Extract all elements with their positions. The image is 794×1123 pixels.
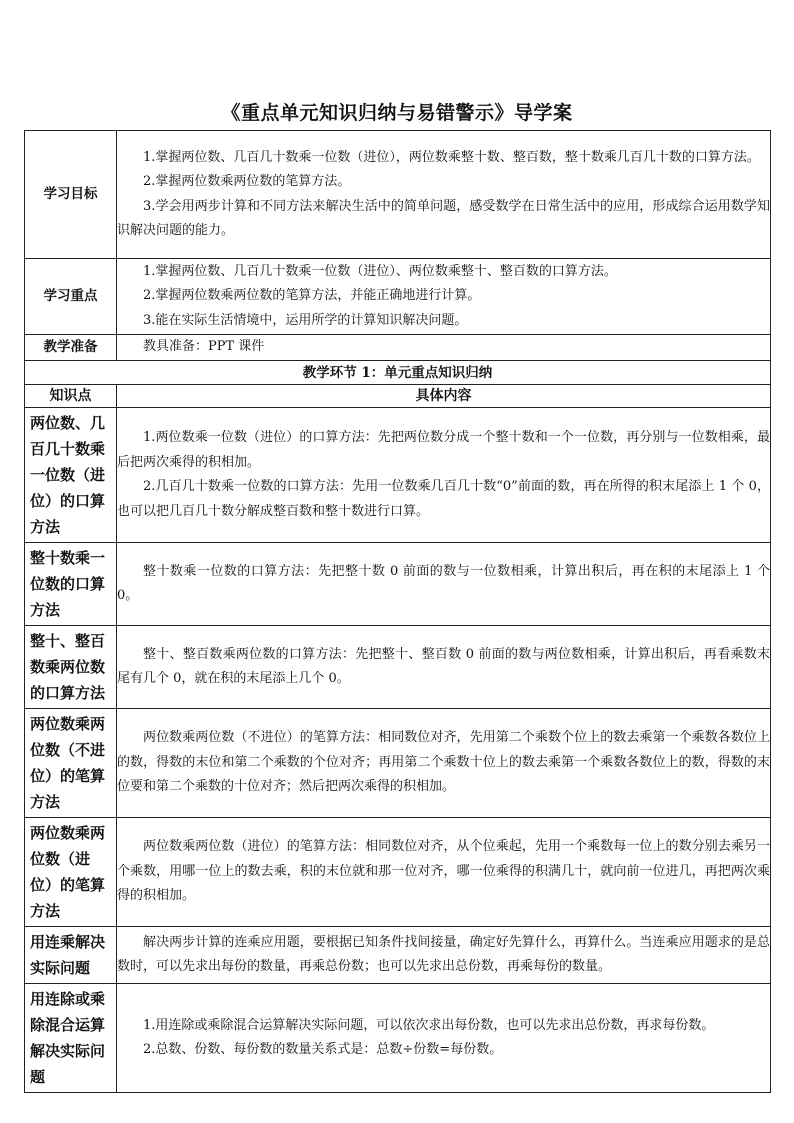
knowledge-row-3 [25, 626, 771, 709]
knowledge-3-para-1: 整十、整百数乘两位数的口算方法：先把整十、整百数 0 前面的数与两位数相乘，计算出积后，再看乘数末尾有几个 0，就在积的末尾添上几个 0。 [117, 646, 770, 686]
column-header-content: 具体内容 [117, 385, 771, 408]
knowledge-row-1 [25, 408, 771, 543]
knowledge-label-6: 用连乘解决实际问题 [25, 927, 117, 984]
knowledge-row-4 [25, 709, 771, 818]
header-row [25, 385, 771, 408]
row-label-goals: 学习目标 [25, 131, 117, 259]
knowledge-content-5 [117, 818, 771, 927]
knowledge-content-7 [117, 984, 771, 1093]
table-row-goals [25, 131, 771, 259]
knowledge-4-para-1: 两位数乘两位数（不进位）的笔算方法：相同数位对齐，先用第二个乘数个位上的数去乘第一个乘数各数位上的数，得数的末位和第二个乘数的个位对齐；再用第二个乘数十位上的数去乘第一个乘数各数位上的数，得数的末位要和第二个乘数的十位对齐；然后把两次乘得的积相加。 [117, 730, 770, 795]
table-row-prep [25, 335, 771, 361]
knowledge-5-para-1: 两位数乘两位数（进位）的笔算方法：相同数位对齐，从个位乘起，先用一个乘数每一位上的数分别去乘另一个乘数，用哪一位上的数去乘，积的末位就和那一位对齐，哪一位乘得的积满几十，就向前一位进几，再把两次乘得的积相加。 [117, 839, 770, 904]
knowledge-label-4: 两位数乘两位数（不进位）的笔算方法 [25, 709, 117, 818]
knowledge-2-para-1: 整十数乘一位数的口算方法：先把整十数 0 前面的数与一位数相乘，计算出积后，再在积的末尾添上 1 个 0。 [117, 563, 770, 603]
knowledge-1-para-2: 2.几百几十数乘一位数的口算方法：先用一位数乘几百几十数“0”前面的数，再在所得的积末尾添上 1 个 0，也可以把几百几十数分解成整百数和整十数进行口算。 [117, 479, 770, 519]
knowledge-content-3 [117, 626, 771, 709]
knowledge-label-7: 用连除或乘除混合运算解决实际问题 [25, 984, 117, 1093]
section-row [25, 361, 771, 385]
knowledge-content-6 [117, 927, 771, 984]
knowledge-label-2: 整十数乘一位数的口算方法 [25, 543, 117, 626]
column-header-knowledge-point: 知识点 [25, 385, 117, 408]
knowledge-7-para-2: 2.总数、份数、每份数的数量关系式是：总数÷份数=每份数。 [143, 1042, 503, 1057]
knowledge-row-5 [25, 818, 771, 927]
prep-content [117, 335, 771, 361]
knowledge-6-para-1: 解决两步计算的连乘应用题，要根据已知条件找间接量，确定好先算什么，再算什么。当连乘应用题求的是总数时，可以先求出每份的数量，再乘总份数；也可以先求出总份数，再乘每份的数量。 [117, 934, 770, 974]
knowledge-content-4 [117, 709, 771, 818]
goals-item-1: 1.掌握两位数、几百几十数乘一位数（进位），两位数乘整十数、整百数，整十数乘几百几十数的口算方法。 [143, 149, 760, 165]
goals-content [117, 131, 771, 259]
knowledge-7-para-1: 1.用连除或乘除混合运算解决实际问题，可以依次求出每份数，也可以先求出总份数，再求每份数。 [143, 1017, 715, 1033]
knowledge-row-2 [25, 543, 771, 626]
focus-item-2: 2.掌握两位数乘两位数的笔算方法，并能正确地进行计算。 [143, 288, 481, 304]
row-label-focus: 学习重点 [25, 259, 117, 335]
knowledge-content-1 [117, 408, 771, 543]
knowledge-label-5: 两位数乘两位数（进位）的笔算方法 [25, 818, 117, 927]
focus-item-1: 1.掌握两位数、几百几十数乘一位数（进位）、两位数乘整十、整百数的口算方法。 [143, 263, 617, 279]
section-title: 教学环节 1：单元重点知识归纳 [25, 361, 771, 385]
knowledge-1-para-1: 1.两位数乘一位数（进位）的口算方法：先把两位数分成一个整十数和一个一位数，再分别与一位数相乘，最后把两次乘得的积相加。 [117, 430, 770, 470]
focus-content [117, 259, 771, 335]
knowledge-row-6 [25, 927, 771, 984]
knowledge-label-1: 两位数、几百几十数乘一位数（进位）的口算方法 [25, 408, 117, 543]
focus-item-3: 3.能在实际生活情境中，运用所学的计算知识解决问题。 [143, 312, 468, 328]
table-row-focus [25, 259, 771, 335]
lesson-plan-table [24, 130, 771, 1093]
goals-item-2: 2.掌握两位数乘两位数的笔算方法。 [143, 174, 351, 189]
prep-text: 教具准备：PPT 课件 [143, 339, 265, 355]
row-label-prep: 教学准备 [25, 335, 117, 361]
page-title: 《重点单元知识归纳与易错警示》导学案 [221, 102, 573, 124]
knowledge-row-7 [25, 984, 771, 1093]
knowledge-content-2 [117, 543, 771, 626]
goals-item-3: 3.学会用两步计算和不同方法来解决生活中的简单问题，感受数学在日常生活中的应用，形成综合运用数学知识解决问题的能力。 [117, 198, 770, 238]
knowledge-label-3: 整十、整百数乘两位数的口算方法 [25, 626, 117, 709]
